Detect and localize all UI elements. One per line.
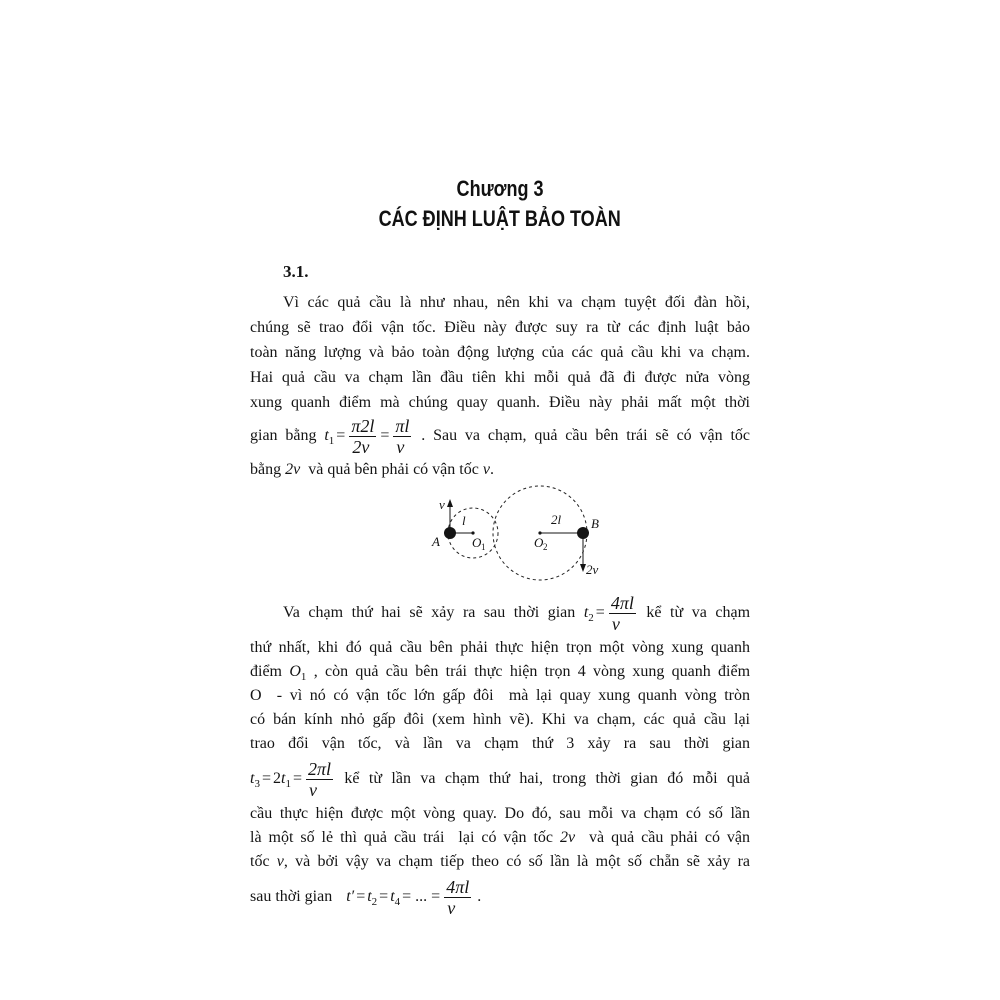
text-segment: tốc xyxy=(250,853,270,870)
text-segment: kể từ va chạm xyxy=(646,604,751,621)
math-subscript: 1 xyxy=(328,435,335,447)
label-o1: O xyxy=(472,535,482,550)
p2-line-2: thứ nhất, khi đó quả cầu bên phải thực hiện trọn một vòng xung quanh xyxy=(250,639,750,656)
text-segment: . xyxy=(477,888,482,905)
fraction-numerator: 4πl xyxy=(610,592,634,613)
p1-line-7 xyxy=(250,457,750,482)
p1-line-3: toàn năng lượng và bảo toàn động lượng của các quả cầu khi va chạm. xyxy=(250,344,750,361)
math-inline: 2v xyxy=(285,461,301,478)
section-label: 3.1. xyxy=(283,262,309,281)
text-segment: , và bởi vậy va chạm tiếp theo có số lần là một số chẵn sẽ xảy ra xyxy=(283,853,751,870)
math-inline: v xyxy=(482,461,490,478)
p2-line-4: O - vì nó có vận tốc lớn gấp đôi mà lại quay xung quanh vòng tròn xyxy=(250,687,750,704)
label-o2-subscript: 2 xyxy=(543,542,548,552)
p1-line-1: Vì các quả cầu là như nhau, nên khi va chạm tuyệt đối đàn hồi, xyxy=(283,294,750,311)
p1-line-4: Hai quả cầu va chạm lần đầu tiên khi mỗi quả đã đi được nửa vòng xyxy=(250,369,750,386)
text-segment: và quả cầu phải có vận xyxy=(575,829,751,846)
math-variable: O xyxy=(289,663,301,681)
math-subscript: 3 xyxy=(254,778,260,790)
text-segment: kể từ lần va chạm thứ hai, trong thời gian đó mỗi quả xyxy=(344,770,751,787)
formula-t2 xyxy=(584,593,638,634)
fraction-denominator: v xyxy=(393,436,411,457)
p1-line-2: chúng sẽ trao đổi vận tốc. Điều này được suy ra từ các định luật bảo xyxy=(250,319,750,336)
chapter-heading xyxy=(0,176,1000,202)
fraction xyxy=(306,759,333,800)
text-segment: , còn quả cầu bên trái thực hiện trọn 4 vòng xung quanh điểm xyxy=(313,663,751,680)
math-subscript: 2 xyxy=(588,612,594,624)
arrowhead-up-icon xyxy=(447,499,453,507)
chapter-title-text: CÁC ĐỊNH LUẬT BẢO TOÀN xyxy=(378,206,622,231)
math-equals: = xyxy=(356,888,366,905)
math-coefficient: 2 xyxy=(272,770,281,787)
paragraph-2 xyxy=(250,590,750,920)
p2-line-8: cầu thực hiện được một vòng quay. Do đó, sau mỗi va chạm có số lần xyxy=(250,805,750,822)
math-equals: = xyxy=(595,604,605,621)
fraction-denominator: v xyxy=(609,613,636,634)
math-variable: t xyxy=(250,770,255,787)
chapter-title xyxy=(0,206,1000,232)
p1-line-6 xyxy=(250,415,750,457)
text-segment: . Sau va chạm, quả cầu bên trái sẽ có vận tốc xyxy=(421,427,750,444)
text-segment: gian bằng xyxy=(250,427,317,444)
label-v: v xyxy=(439,497,445,512)
p2-line-6: trao đổi vận tốc, và lần va chạm thứ 3 xảy ra sau thời gian xyxy=(250,735,750,752)
fraction-numerator: πl xyxy=(395,415,410,436)
p2-line-7 xyxy=(250,756,750,802)
p1-line-5: xung quanh điểm mà chúng quay quanh. Điều này phải mất một thời xyxy=(250,394,750,411)
fraction-denominator: 2v xyxy=(349,436,376,457)
math-subscript: 1 xyxy=(300,671,307,684)
p2-line-5: có bán kính nhỏ gấp đôi (xem hình vẽ). Khi va chạm, các quả cầu lại xyxy=(250,711,750,728)
math-equals: = xyxy=(380,427,390,444)
fraction-denominator: v xyxy=(306,779,333,800)
fraction-numerator: 4πl xyxy=(446,876,470,897)
math-inline: v xyxy=(276,853,284,870)
label-l: l xyxy=(462,513,466,528)
chapter-number: Chương 3 xyxy=(456,176,544,201)
math-inline: 2v xyxy=(560,829,576,846)
p2-line-9 xyxy=(250,826,750,850)
text-segment: điểm xyxy=(250,663,282,680)
math-variable: t xyxy=(280,770,286,787)
math-variable: t xyxy=(583,604,589,621)
fraction xyxy=(609,593,636,634)
math-subscript: 4 xyxy=(394,896,401,908)
label-b: B xyxy=(591,516,599,531)
label-o1-subscript: 1 xyxy=(481,542,486,552)
formula-o1 xyxy=(289,663,307,684)
math-variable: t xyxy=(324,427,329,444)
label-a: A xyxy=(432,534,440,549)
math-variable: t xyxy=(390,888,395,905)
math-equals: = xyxy=(292,770,302,787)
math-subscript: 2 xyxy=(371,896,378,908)
formula-t3 xyxy=(250,759,335,800)
collision-diagram xyxy=(420,480,620,590)
p2-line-11 xyxy=(250,874,750,920)
fraction xyxy=(444,877,471,918)
math-variable: t′ xyxy=(346,888,355,905)
label-2l: 2l xyxy=(551,512,562,527)
formula-t-prime xyxy=(346,877,473,918)
math-equals-ellipsis: = ... = xyxy=(402,888,441,905)
math-equals: = xyxy=(261,770,271,787)
text-segment: . xyxy=(489,461,494,478)
text-segment: bằng xyxy=(250,461,282,478)
text-segment: Va chạm thứ hai sẽ xảy ra sau thời gian xyxy=(283,604,576,621)
ball-a xyxy=(444,527,456,539)
math-subscript: 1 xyxy=(285,778,291,790)
math-equals: = xyxy=(379,888,389,905)
label-o2: O xyxy=(534,535,544,550)
paragraph-1 xyxy=(250,290,750,482)
fraction xyxy=(393,416,411,457)
ball-b xyxy=(577,527,589,539)
text-segment: là một số lẻ thì quả cầu trái lại có vận tốc xyxy=(250,829,554,846)
math-equals: = xyxy=(336,427,346,444)
text-segment: sau thời gian xyxy=(250,888,333,905)
p2-line-10 xyxy=(250,850,750,874)
formula-t1 xyxy=(324,416,413,457)
label-2v: 2v xyxy=(586,562,599,577)
math-variable: t xyxy=(367,888,372,905)
fraction xyxy=(349,416,376,457)
fraction-numerator: 2πl xyxy=(307,758,331,779)
fraction-denominator: v xyxy=(444,897,471,918)
p2-line-1 xyxy=(250,590,750,636)
fraction-numerator: π2l xyxy=(351,415,375,436)
text-segment: và quả bên phải có vận tốc xyxy=(300,461,479,478)
p2-line-3 xyxy=(250,660,750,684)
